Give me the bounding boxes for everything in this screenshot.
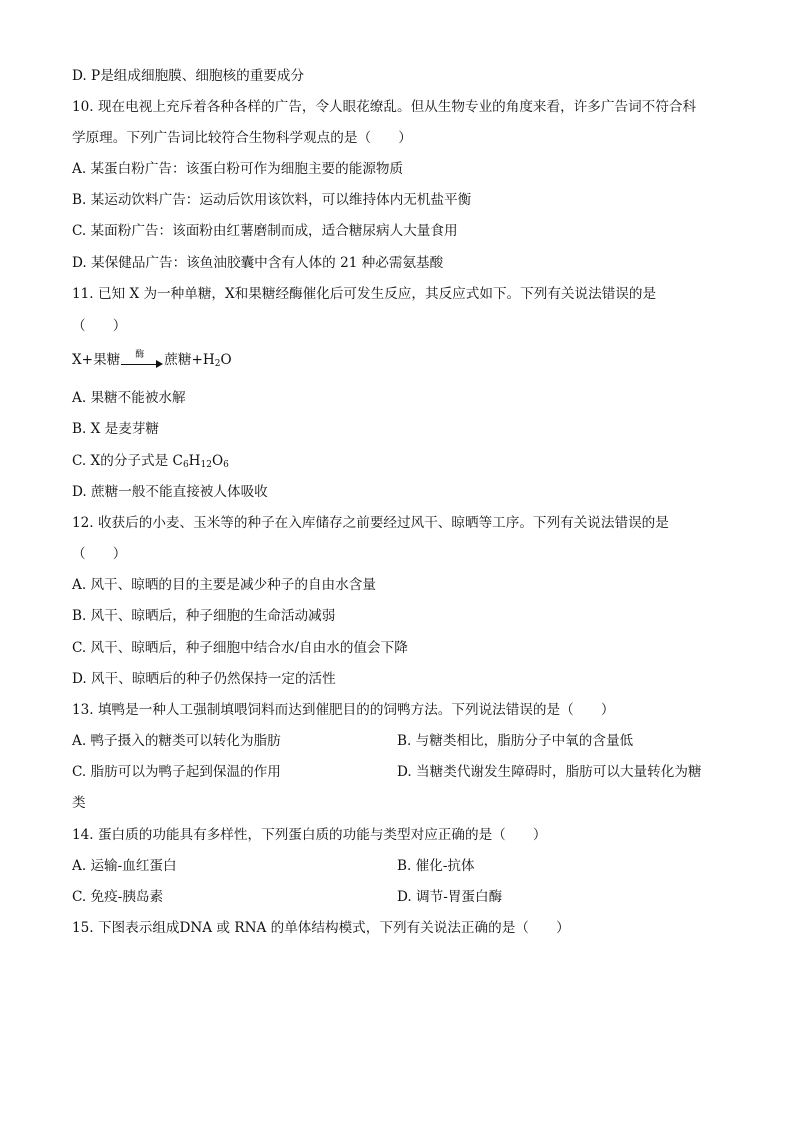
q10-stem-line1: 10. 现在电视上充斥着各种各样的广告，令人眼花缭乱。但从生物专业的角度来看，许多广告词不符合科 [72,99,697,115]
equation-condition: 酶 [135,350,145,360]
q13-option-d-line1: D. 当糖类代谢发生障碍时，脂肪可以大量转化为糖 [397,764,702,780]
reaction-arrow-icon [121,350,163,370]
q13-option-c: C. 脂肪可以为鸭子起到保温的作用 [72,764,281,780]
q13-option-d-line2: 类 [72,795,86,811]
q11-reaction-equation [72,350,232,370]
q14-stem: 14. 蛋白质的功能具有多样性，下列蛋白质的功能与类型对应正确的是（ ） [72,827,547,843]
q13-option-a: A. 鸭子摄入的糖类可以转化为脂肪 [72,733,281,749]
q11-option-c: C. X的分子式是 $C_6H_{12}O_6$ [72,453,229,470]
q12-option-a: A. 风干、晾晒的目的主要是减少种子的自由水含量 [72,577,376,593]
q13-stem: 13. 填鸭是一种人工强制填喂饲料而达到催肥目的的饲鸭方法。下列说法错误的是（ ） [72,702,615,718]
q12-stem-line2: （ ） [72,546,127,562]
q14-option-c: C. 免疫-胰岛素 [72,889,164,905]
equation-left: X+果糖 [72,352,121,368]
q12-option-b: B. 风干、晾晒后，种子细胞的生命活动减弱 [72,608,336,624]
q14-option-d: D. 调节-胃蛋白酶 [397,889,503,905]
q13-option-b: B. 与糖类相比，脂肪分子中氧的含量低 [397,733,634,749]
q15-stem: 15. 下图表示组成DNA 或 RNA 的单体结构模式，下列有关说法正确的是（ ） [72,920,570,936]
q12-stem-line1: 12. 收获后的小麦、玉米等的种子在入库储存之前要经过风干、晾晒等工序。下列有关说法错误的是 [72,515,669,531]
q11-option-d: D. 蔗糖一般不能直接被人体吸收 [72,484,268,500]
q14-option-b: B. 催化-抗体 [397,858,475,874]
q10-option-c: C. 某面粉广告：该面粉由红薯磨制而成，适合糖尿病人大量食用 [72,223,458,239]
q9-option-d: D. P是组成细胞膜、细胞核的重要成分 [72,68,305,84]
equation-right: 蔗糖$+H_2O$ [164,352,232,369]
q10-option-b: B. 某运动饮料广告：运动后饮用该饮料，可以维持体内无机盐平衡 [72,192,472,208]
q10-option-d: D. 某保健品广告：该鱼油胶囊中含有人体的 21 种必需氨基酸 [72,255,444,271]
q10-option-a: A. 某蛋白粉广告：该蛋白粉可作为细胞主要的能源物质 [72,161,404,177]
q12-option-c: C. 风干、晾晒后，种子细胞中结合水/自由水的值会下降 [72,640,408,656]
q12-option-d: D. 风干、晾晒后的种子仍然保持一定的活性 [72,671,336,687]
q11-stem-line1: 11. 已知 X 为一种单糖，X和果糖经酶催化后可发生反应，其反应式如下。下列有关说法错误的是 [72,286,657,302]
q10-stem-line2: 学原理。下列广告词比较符合生物科学观点的是（ ） [72,130,412,146]
q11-option-a: A. 果糖不能被水解 [72,390,186,406]
q11-stem-line2: （ ） [72,318,127,334]
q14-option-a: A. 运输-血红蛋白 [72,858,177,874]
q11-option-b: B. X 是麦芽糖 [72,421,160,437]
